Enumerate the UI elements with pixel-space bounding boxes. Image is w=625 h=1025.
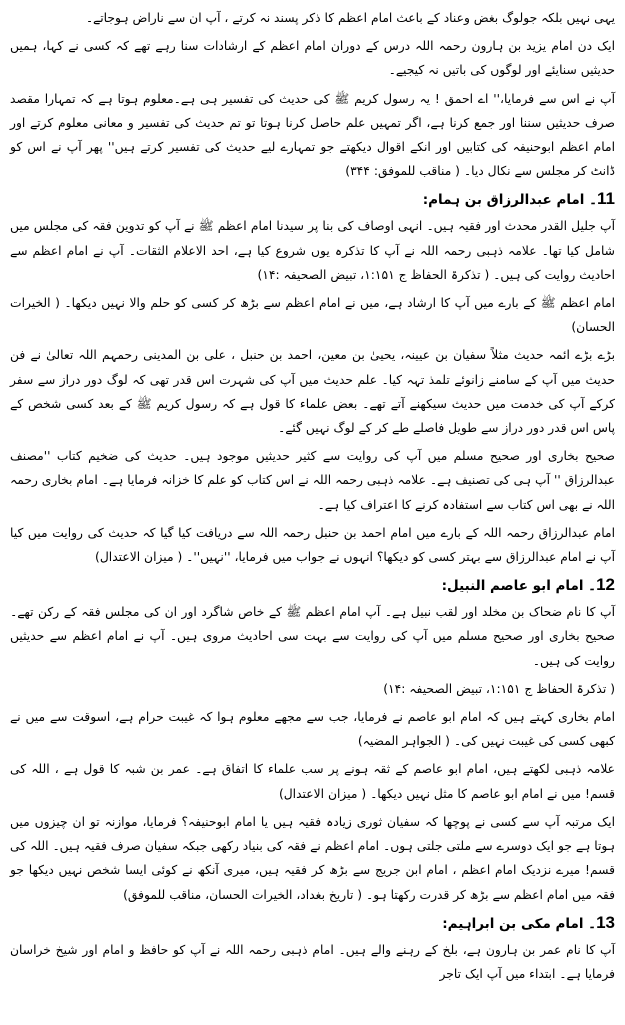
paragraph-abdulrazzaq-ahmad: امام عبدالرزاق رحمہ اللہ کے بارے میں امام احمد بن حنبل رحمہ اللہ سے دریافت کیا گیا کہ حدیث کی روایت میں کیا آپ نے امام عبدالرزاق سے بہتر کسی کو دیکھا؟ انہوں نے جواب میں فرمایا، ''نہیں''۔ ( میزان الاعتدال) [10,525,615,565]
section-heading-13 [10,911,615,936]
section-heading-12 [10,573,615,598]
paragraph-abuasim-bukhari: امام بخاری کہتے ہیں کہ امام ابو عاصم نے فرمایا، جب سے مجھے معلوم ہوا کہ غیبت حرام ہے، اسوقت سے میں نے کبھی کسی کی غیبت نہیں کی۔ ( الجواہر المضیہ) [10,710,615,749]
paragraph-abdulrazzaq-books: صحیح بخاری اور صحیح مسلم میں آپ کی روایت سے کثیر حدیثیں موجود ہیں۔ حدیث کی ضخیم کتاب ''مصنف عبدالرزاق '' آپ ہی کی تصنیف ہے۔ علامہ ذہبی رحمہ اللہ نے اس کتاب کو علم کا خزانہ فرمایا ہے۔ امام بخاری رحمہ اللہ نے بھی اس کتاب سے استفادہ کرنے کا اعتراف کیا ہے۔ [10,449,615,512]
section-heading-11 [10,187,615,212]
paragraph-reply: آپ نے اس سے فرمایا،'' اے احمق ! یہ رسول کریم ﷺ کی حدیث کی تفسیر ہی ہے۔معلوم ہوتا ہے کہ تمہارا مقصد صرف حدیثیں سننا اور جمع کرنا ہے، اگر تمہیں علم حاصل کرنا ہوتا تو تم حدیث کی تفسیر و معانی معلوم کرتے اور امام اعظم ابوحنیفہ کی کتابیں اور انکے اقوال دیکھتے جو تمہارے لیے حدیث کی تفسیر کرتے ہیں'' پھر آپ نے اس کو ڈانٹ کر مجلس سے نکال دیا۔ ( مناقب للموفق: ۳۴۴) [10,91,615,179]
paragraph-yazid: ایک دن امام یزید بن ہارون رحمہ اللہ درس کے دوران امام اعظم کے ارشادات سنا رہے تھے کہ کسی نے کہا، ہمیں حدیثیں سنایئے اور لوگوں کی باتیں نہ کیجیے۔ [10,39,615,78]
section-title: ۔ امام ابو عاصم النبیل: [441,578,597,595]
paragraph-abdulrazzaq-quote: امام اعظم ﷺ کے بارے میں آپ کا ارشاد ہے، میں نے امام اعظم سے بڑھ کر کسی کو حلم والا نہیں دیکھا۔ ( الخیرات الحسان) [10,296,615,335]
paragraph-abuasim-intro: آپ کا نام ضحاک بن مخلد اور لقب نبیل ہے۔ آپ امام اعظم ﷺ کے خاص شاگرد اور ان کی مجلس فقہ کے رکن تھے۔ صحیح بخاری اور صحیح مسلم میں آپ کی روایت سے بہت سی احادیث مروی ہیں۔ آپ نے امام اعظم سے حدیثیں روایت کی ہیں۔ [10,605,615,668]
paragraph-abuasim-citation: ( تذکرۃ الحفاظ ج ۱:۱۵۱، تبیض الصحیفہ :۱۴) [383,681,615,696]
paragraph-abuasim-dhahabi: علامہ ذہبی لکھتے ہیں، امام ابو عاصم کے ثقہ ہونے پر سب علماء کا اتفاق ہے۔ عمر بن شبہ کا قول ہے ، اللہ کی قسم! میں نے امام ابو عاصم کا مثل نہیں دیکھا۔ ( میزان الاعتدال) [10,762,615,801]
section-title: ۔ امام مکی بن ابراہیم: [442,915,597,932]
paragraph-abuasim-comparison: ایک مرتبہ آپ سے کسی نے پوچھا کہ سفیان ثوری زیادہ فقیہ ہیں یا امام ابوحنیفہ؟ فرمایا، موازنہ تو ان چیزوں میں ہوتا ہے جو ایک دوسرے سے ملتی جلتی ہوں۔ امام اعظم نے فقہ کی بنیاد رکھی جبکہ سفیان صرف فقیہ ہیں۔ اللہ کی قسم! میرے نزدیک امام اعظم ، امام ابن جریج سے بڑھ کر فقیہ ہیں، میری آنکھ نے کوئی ایسا شخص نہیں دیکھا جو فقہ میں امام اعظم سے بڑھ کر قدرت رکھتا ہو۔ ( تاریخ بغداد، الخیرات الحسان، مناقب للموفق) [10,814,615,902]
section-number: 11 [597,189,615,209]
paragraph-makki-intro: آپ کا نام عمر بن ہارون ہے، بلخ کے رہنے والے ہیں۔ امام ذہبی رحمہ اللہ نے آپ کو حافظ و امام اور شیخ خراسان فرمایا ہے۔ ابتداء میں آپ ایک تاجر [10,942,615,981]
section-number: 12 [596,575,615,595]
paragraph-abdulrazzaq-intro: آپ جلیل القدر محدث اور فقیہ ہیں۔ انہی اوصاف کی بنا پر سیدنا امام اعظم ﷺ نے آپ کو تدوین فقہ کی مجلس میں شامل کیا تھا۔ علامہ ذہبی رحمہ اللہ نے آپ کا تذکرہ یوں شروع کیا ہے، احد الاعلام الثقات۔ آپ نے امام اعظم سے احادیث روایت کی ہیں۔ ( تذکرۃ الحفاظ ج ۱:۱۵۱، تبیض الصحیفہ :۱۴) [10,219,615,282]
paragraph-abdulrazzaq-students: بڑے بڑے ائمہ حدیث مثلاً سفیان بن عیینہ، یحییٰ بن معین، احمد بن حنبل ، علی بن المدینی رحمہم اللہ تعالیٰ نے فن حدیث میں آپ کے سامنے زانوئے تلمذ تہہ کیا۔ علم حدیث میں آپ کی شہرت اس قدر تھی کہ لوگ دور دراز سے سفر کرکے آپ کی خدمت میں حدیث سیکھنے آتے تھے۔ بعض علماء کا قول ہے کہ رسول کریم ﷺ کے بعد کسی شخص کے پاس اس قدر دور دراز سے طویل فاصلے طے کر کے لوگ نہیں گئے۔ [10,348,615,436]
paragraph-intro: یہی نہیں بلکہ جولوگ بغض وعناد کے باعث امام اعظم کا ذکر پسند نہ کرتے ، آپ ان سے ناراض ہوجاتے۔ [85,11,615,25]
section-number: 13 [596,912,615,932]
section-title: ۔ امام عبدالرزاق بن ہمام: [422,192,598,209]
